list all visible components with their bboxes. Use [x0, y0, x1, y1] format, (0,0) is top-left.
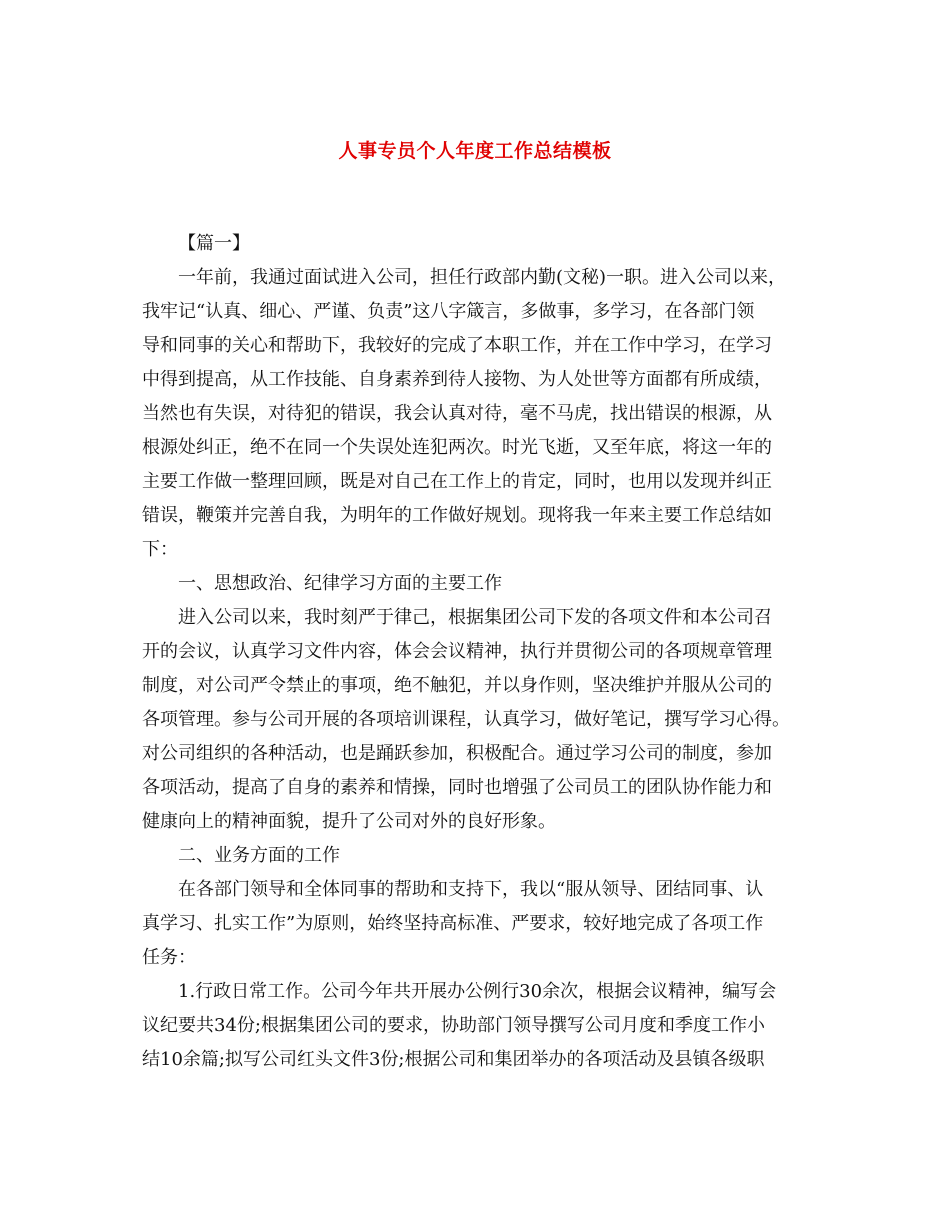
document-title: 人事专员个人年度工作总结模板	[338, 140, 612, 162]
section1-paragraph	[142, 601, 810, 839]
paragraph-line: 在各部门领导和全体同事的帮助和支持下，我以“服从领导、团结同事、认	[178, 879, 764, 900]
item1-paragraph	[142, 975, 810, 1077]
paragraph-line: 根源处纠正，绝不在同一个失误处连犯两次。时光飞逝，又至年底，将这一年的	[142, 437, 772, 458]
paragraph-line: 真学习、扎实工作”为原则，始终坚持高标准、严要求，较好地完成了各项工作	[142, 913, 764, 934]
paragraph-line: 中得到提高，从工作技能、自身素养到待人接物、为人处世等方面都有所成绩，	[142, 369, 772, 390]
paragraph-line: 制度，对公司严令禁止的事项，绝不触犯，并以身作则，坚决维护并服从公司的	[142, 675, 772, 696]
paragraph-line: 当然也有失误，对待犯的错误，我会认真对待，毫不马虎，找出错误的根源，从	[142, 403, 772, 424]
paragraph-line: 进入公司以来，我时刻严于律己，根据集团公司下发的各项文件和本公司召	[178, 607, 772, 628]
paragraph-line: 各项活动，提高了自身的素养和情操，同时也增强了公司员工的团队协作能力和	[142, 777, 772, 798]
paragraph-line: 1.行政日常工作。公司今年共开展办公例行30余次，根据会议精神，编写会	[178, 981, 777, 1002]
paragraph-line: 对公司组织的各种活动，也是踊跃参加，积极配合。通过学习公司的制度，参加	[142, 743, 772, 764]
paragraph-line: 错误，鞭策并完善自我，为明年的工作做好规划。现将我一年来主要工作总结如	[142, 505, 772, 526]
section-heading: 一、思想政治、纪律学习方面的主要工作	[178, 573, 502, 594]
paragraph-line: 一年前，我通过面试进入公司，担任行政部内勤(文秘)一职。进入公司以来，	[178, 267, 787, 288]
paragraph-line: 结10余篇;拟写公司红头文件3份;根据公司和集团举办的各项活动及县镇各级职	[142, 1049, 765, 1070]
paragraph-line: 各项管理。参与公司开展的各项培训课程，认真学习，做好笔记，撰写学习心得。	[142, 709, 790, 730]
section2-paragraph	[142, 873, 810, 975]
paragraph-line: 下：	[142, 539, 178, 560]
paragraph-line: 主要工作做一整理回顾，既是对自己在工作上的肯定，同时，也用以发现并纠正	[142, 471, 772, 492]
document-body	[142, 227, 810, 1077]
paragraph-line: 我牢记“认真、细心、严谨、负责”这八字箴言，多做事，多学习，在各部门领	[142, 301, 755, 322]
paragraph-line: 开的会议，认真学习文件内容，体会会议精神，执行并贯彻公司的各项规章管理	[142, 641, 772, 662]
section-heading: 二、业务方面的工作	[178, 845, 340, 866]
paragraph-line: 任务：	[142, 947, 196, 968]
paragraph-line: 议纪要共34份;根据集团公司的要求，协助部门领导撰写公司月度和季度工作小	[142, 1015, 765, 1036]
intro-paragraph	[142, 261, 810, 567]
part-label: 【篇一】	[178, 233, 250, 254]
paragraph-line: 导和同事的关心和帮助下，我较好的完成了本职工作，并在工作中学习，在学习	[142, 335, 772, 356]
paragraph-line: 健康向上的精神面貌，提升了公司对外的良好形象。	[142, 811, 556, 832]
